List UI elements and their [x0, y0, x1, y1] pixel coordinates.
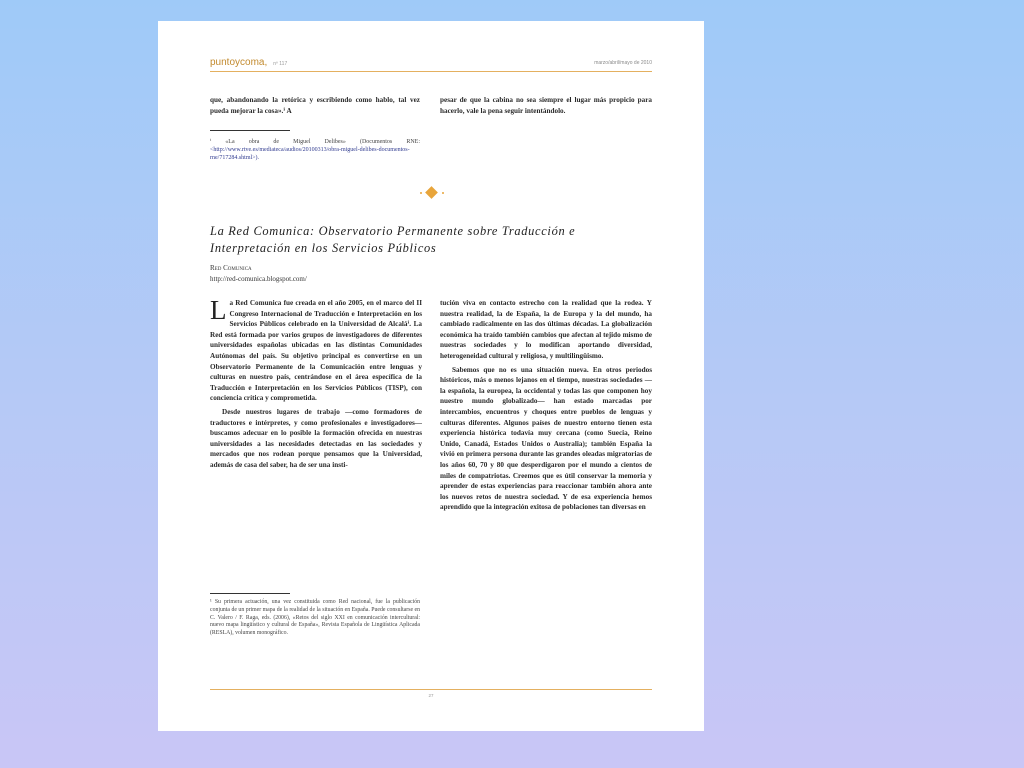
- footer-rule: [210, 689, 652, 690]
- body-right-column: [440, 298, 652, 514]
- footnote-text: Su primera actuación, una vez constituida como Red nacional, fue la publicación conjunta de un primer mapa de la realidad de la situación en España. Puede consultarse en C. Valero / F. Raga, eds. (2006), «Retos del siglo XXI en comunicación intercultural: nuevo mapa lingüístico y cultural de España», Revista Española de Lingüística Aplicada (RESLA), volumen monográfico.: [210, 599, 420, 637]
- footnote-marker: ¹: [210, 599, 212, 605]
- footnote-top: [210, 138, 420, 162]
- body-paragraph: Sabemos que no es una situación nueva. En otros periodos históricos, más o menos lejanos en el tiempo, nuestras sociedades —la española, la europea, la occidental y todas las que componen hoy nuestro mundo globalizado— han estado marcadas por intercambios, encuentros y choques entre pueblos de lenguas y culturas diferentes. Algunos países de nuestro entorno tienen esta experiencia histórica todavía muy cercana (como Suecia, Reino Unido, Canadá, Estados Unidos o Australia); también España la vivió en primera persona durante las grandes oleadas migratorias de los años 60, 70 y 80 que desperdigaron por el mundo a cientos de miles de compatriotas. Creemos que es útil conservar la memoria y aprender de estas experiencias para reaccionar también ahora ante los nuevos retos de nuestra sociedad. Y de esa experiencia hemos aprendido que la integración exitosa de poblaciones tan diversas en: [440, 365, 652, 512]
- footnote-link[interactable]: <http://www.rtve.es/mediateca/audios/20100313/obra-miguel-delibes-documentos-rne/717284.shtml>).: [210, 147, 410, 161]
- issue-number: nº 117: [273, 61, 288, 67]
- drop-cap: L: [210, 295, 227, 325]
- footnote-marker: ⁱ: [210, 139, 212, 145]
- footnote-bottom: [210, 599, 420, 638]
- top-left-column: [210, 95, 420, 117]
- section-divider-ornament: [420, 187, 444, 199]
- document-page: [158, 21, 704, 731]
- ornament-dot: [442, 192, 444, 194]
- body-paragraph: [210, 295, 422, 404]
- body-left-column: [210, 295, 422, 472]
- page-header: [210, 57, 652, 71]
- magazine-logo: [210, 57, 287, 68]
- body-paragraph: Desde nuestros lugares de trabajo —como formadores de traductores e intérpretes, y como profesionales e investigadores— buscamos adecuar en lo posible la formación ofrecida en nuestras universidades a las necesidades detectadas en las sociedades y mercados que nos rodean porque pensamos que la Universidad, además de casa del saber, ha de ser una insti-: [210, 407, 422, 469]
- body-text: a Red Comunica fue creada en el año 2005, en el marco del II Congreso Internacional de Traducción e Interpretación en los Servicios Públicos celebrado en la Universidad de Alcaláⁱ. La Red está formada por varios grupos de investigadores de diferentes universidades españolas ubicadas en las distintas Comunidades Autónomas del país. Su objetivo principal es convertirse en un Observatorio Permanente de la Comunicación entre lenguas y culturas en nuestro país, centrándose en el área específica de la Traducción e Interpretación en los Servicios Públicos (TISP), con conciencia crítica y comprometida.: [210, 299, 422, 403]
- logo-text: puntoycoma,: [210, 57, 268, 68]
- top-right-column: [440, 95, 652, 117]
- article-title: La Red Comunica: Observatorio Permanente sobre Traducción e Interpretación en los Servicios Públicos: [210, 224, 576, 255]
- article-url[interactable]: http://red-comunica.blogspot.com/: [210, 275, 307, 283]
- ornament-dot: [420, 192, 422, 194]
- issue-date: marzo/abril/mayo de 2010: [594, 60, 652, 66]
- header-rule: [210, 71, 652, 72]
- top-left-paragraph: que, abandonando la retórica y escribiendo como hablo, tal vez pueda mejorar la cosa».ⁱ A: [210, 96, 420, 115]
- diamond-icon: [425, 186, 438, 199]
- footnote-rule-bottom: [210, 593, 290, 594]
- footnote-text: «La obra de Miguel Delibes» (Documentos RNE:: [225, 139, 421, 145]
- article-author: Red Comunica: [210, 264, 252, 272]
- footnote-rule-top: [210, 130, 290, 131]
- body-paragraph: tución viva en contacto estrecho con la realidad que la rodea. Y nuestra realidad, la de España, la de Europa y la del mundo, ha cambiado radicalmente en las dos últimas décadas. La globalización económica ha traído también cambios que afectan al tejido mismo de nuestras sociedades y lo modifican aportando diversidad, heterogeneidad cultural y religiosa, y multilingüismo.: [440, 299, 652, 360]
- page-number: 27: [428, 693, 434, 698]
- top-right-paragraph: pesar de que la cabina no sea siempre el lugar más propicio para hacerlo, vale la pena seguir intentándolo.: [440, 96, 652, 115]
